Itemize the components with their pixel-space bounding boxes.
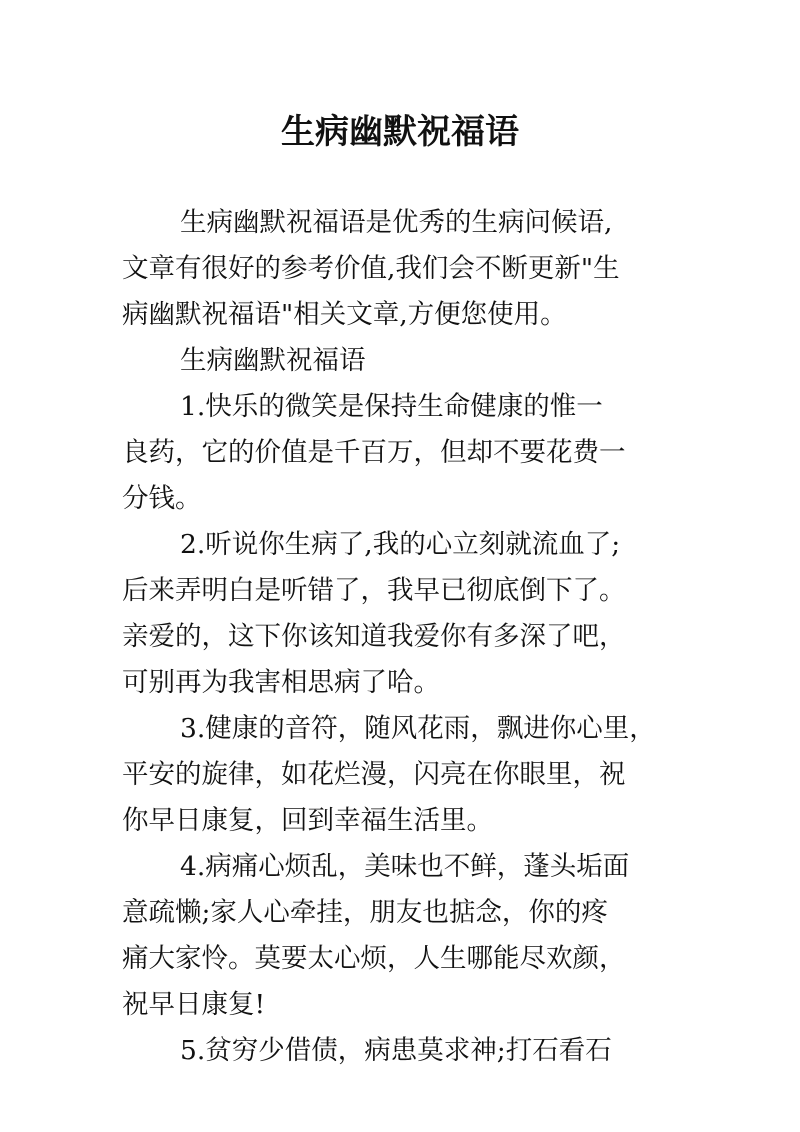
document-body <box>122 200 692 1074</box>
text-line: 亲爱的，这下你该知道我爱你有多深了吧， <box>122 621 626 652</box>
text-line: 你早日康复，回到幸福生活里。 <box>122 805 493 836</box>
text-line: 分钱。 <box>122 483 202 514</box>
text-line: 痛大家怜。莫要太心烦，人生哪能尽欢颜， <box>122 943 626 974</box>
text-line: 生病幽默祝福语 <box>180 345 366 376</box>
text-line: 2.听说你生病了,我的心立刻就流血了; <box>180 529 621 560</box>
text-line: 5.贫穷少借债，病患莫求神;打石看石 <box>180 1035 612 1066</box>
text-line: 可别再为我害相思病了哈。 <box>122 667 440 698</box>
text-line: 良药，它的价值是千百万，但却不要花费一 <box>122 437 626 468</box>
text-line: 文章有很好的参考价值,我们会不断更新"生 <box>122 253 620 284</box>
text-line: 意疏懒;家人心牵挂，朋友也掂念，你的疼 <box>122 897 608 928</box>
text-line: 平安的旋律，如花烂漫，闪亮在你眼里，祝 <box>122 759 626 790</box>
text-line: 生病幽默祝福语是优秀的生病问候语, <box>180 207 613 238</box>
text-line: 3.健康的音符，随风花雨，飘进你心里， <box>180 713 656 744</box>
text-line: 病幽默祝福语"相关文章,方便您使用。 <box>122 299 567 330</box>
text-line: 后来弄明白是听错了，我早已彻底倒下了。 <box>122 575 626 606</box>
document-title: 生病幽默祝福语 <box>281 112 519 152</box>
text-line: 祝早日康复! <box>122 989 266 1020</box>
text-line: 1.快乐的微笑是保持生命健康的惟一 <box>180 391 603 422</box>
text-line: 4.病痛心烦乱，美味也不鲜，蓬头垢面 <box>180 851 630 882</box>
